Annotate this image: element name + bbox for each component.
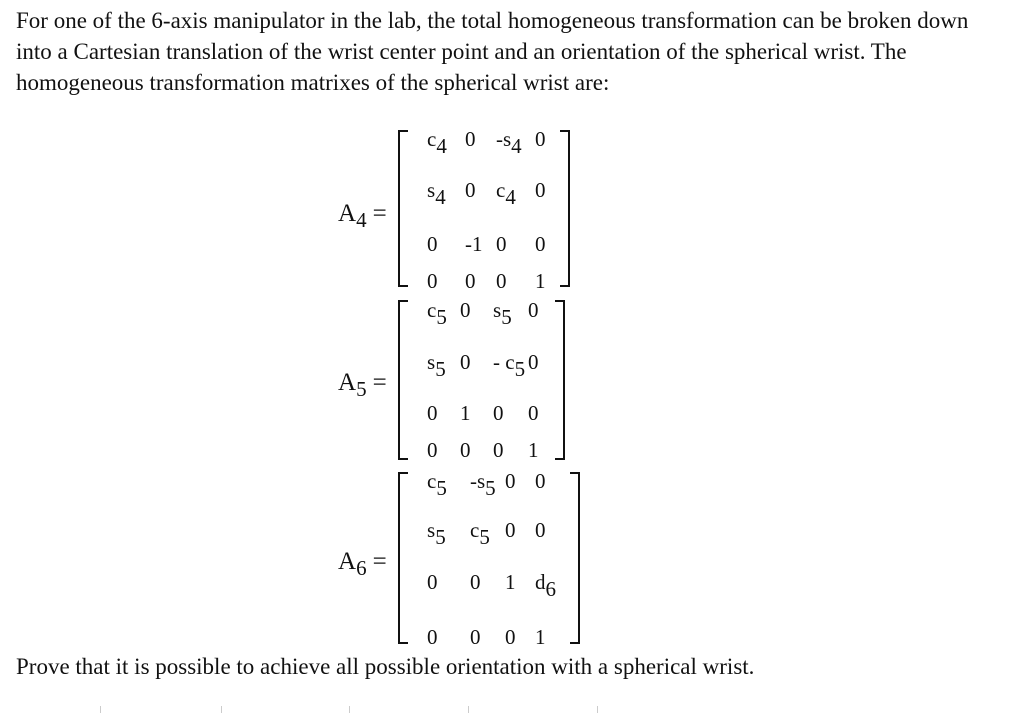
matrix-entry-subscript: 5 [436, 476, 447, 500]
matrix-entry-symbol: 1 [460, 401, 471, 425]
matrix-entry-symbol: 1 [535, 269, 546, 293]
matrix-entry-subscript: 4 [435, 185, 446, 209]
matrix-left-bracket [398, 472, 408, 644]
matrix-entry-symbol: 0 [460, 298, 471, 322]
matrix-entry [427, 438, 438, 462]
matrix-entry [427, 518, 446, 549]
matrix-label [338, 547, 387, 580]
matrix-entry-symbol: 0 [427, 401, 438, 425]
matrix-entry [460, 298, 471, 322]
matrix-entry [528, 298, 539, 322]
matrix-entry [505, 570, 516, 594]
matrix-entry [493, 298, 512, 329]
matrix-label [338, 368, 387, 401]
matrix-left-bracket [398, 300, 408, 460]
matrix-entry [427, 401, 438, 425]
matrix-entry [496, 178, 516, 209]
matrix-entry [460, 438, 471, 462]
matrix-entry [470, 469, 496, 500]
equals-sign: = [372, 369, 387, 396]
matrix-right-bracket [555, 300, 565, 460]
matrix-entry [493, 438, 504, 462]
matrix-entry-symbol: 0 [528, 401, 539, 425]
matrix-entry-symbol: 0 [535, 469, 546, 493]
matrix-entry [460, 401, 471, 425]
page-divider [597, 706, 598, 713]
matrix-entry [535, 469, 546, 493]
matrix-entry-symbol: 0 [535, 127, 546, 151]
matrix-entry [427, 625, 438, 649]
matrix-index: 6 [356, 556, 367, 580]
matrix-entry [470, 570, 481, 594]
matrix-entry [470, 518, 490, 549]
matrix-entry-symbol: 0 [427, 269, 438, 293]
matrix-entry [427, 232, 438, 256]
matrix-entry [470, 625, 481, 649]
matrix-entry [535, 570, 556, 601]
matrix-entry-symbol: 0 [427, 232, 438, 256]
matrix-entry [465, 127, 476, 151]
problem-closing-text: Prove that it is possible to achieve all possible orientation with a spherical wrist. [16, 654, 755, 679]
matrix-entry-symbol: c [427, 469, 437, 493]
matrix-entry-symbol: 0 [535, 518, 546, 542]
matrix-entry-symbol: 0 [528, 350, 539, 374]
matrix-entry-symbol: - c [493, 350, 515, 374]
matrix-name: A [338, 369, 357, 396]
matrix-entry-symbol: -1 [465, 232, 483, 256]
matrix-entry-subscript: 5 [435, 357, 446, 381]
matrix-entry [427, 127, 447, 158]
matrix-entry-symbol: 0 [535, 232, 546, 256]
matrix-entry [496, 127, 522, 158]
matrix-index: 5 [356, 377, 367, 401]
matrix-entry [465, 232, 483, 256]
matrix-entry [535, 232, 546, 256]
matrix-entry-subscript: 6 [545, 577, 556, 601]
matrix-entry-symbol: c [496, 178, 506, 202]
matrix-entry-symbol: c [427, 127, 437, 151]
matrix-entry-symbol: 0 [496, 232, 507, 256]
matrix-entry-subscript: 5 [501, 305, 512, 329]
matrix-entry-symbol: 0 [535, 178, 546, 202]
page-divider [349, 706, 350, 713]
matrix-entry-symbol: 0 [528, 298, 539, 322]
matrix-entry [496, 232, 507, 256]
matrix-entry [535, 127, 546, 151]
matrix-right-bracket [560, 130, 570, 287]
matrix-entry-subscript: 5 [435, 525, 446, 549]
matrix-entry-symbol: 1 [505, 570, 516, 594]
page-divider [221, 706, 222, 713]
matrix-entry-subscript: 5 [485, 476, 496, 500]
matrix-entry-symbol: d [535, 570, 546, 594]
matrix-entry [535, 269, 546, 293]
matrix-entry-symbol: 0 [470, 625, 481, 649]
equals-sign: = [372, 200, 387, 227]
matrix-entry [535, 518, 546, 542]
matrix-entry-subscript: 5 [479, 525, 490, 549]
matrix-entry [427, 469, 447, 500]
matrix-entry-symbol: s [427, 518, 436, 542]
matrix-entry [465, 178, 476, 202]
matrix-entry [528, 350, 539, 374]
page-divider [100, 706, 101, 713]
matrix-label [338, 199, 387, 232]
equals-sign: = [372, 548, 387, 575]
matrix-entry [535, 625, 546, 649]
problem-intro-text: For one of the 6-axis manipulator in the lab, the total homogeneous transformation can be broken down into a Cartesian translation of the wrist center point and an orientation of the spherical wrist. The homogeneous transformation matrixes of the spherical wrist are: [16, 8, 969, 95]
matrix-entry-symbol: 0 [460, 350, 471, 374]
matrix-name: A [338, 548, 357, 575]
matrix-entry-symbol: -s [470, 469, 486, 493]
matrix-entry [505, 518, 516, 542]
matrix-entry-symbol: 1 [528, 438, 539, 462]
matrix-entry-symbol: 0 [465, 127, 476, 151]
matrix-entry-symbol: s [493, 298, 502, 322]
matrix-entry-symbol: 0 [465, 178, 476, 202]
matrix-entry-symbol: s [427, 178, 436, 202]
matrix-name: A [338, 200, 357, 227]
matrix-entry-symbol: 0 [505, 625, 516, 649]
matrix-entry-symbol: s [427, 350, 436, 374]
matrix-entry-symbol: c [427, 298, 437, 322]
matrix-entry [528, 401, 539, 425]
matrix-entry [460, 350, 471, 374]
matrix-entry [528, 438, 539, 462]
matrix-entry-subscript: 4 [511, 134, 522, 158]
matrix-entry-symbol: c [470, 518, 480, 542]
matrix-entry-symbol: 0 [470, 570, 481, 594]
matrix-entry-subscript: 5 [436, 305, 447, 329]
matrix-entry-symbol: 0 [427, 570, 438, 594]
matrix-entry [493, 401, 504, 425]
matrix-entry-symbol: 0 [427, 438, 438, 462]
matrix-entry [505, 625, 516, 649]
matrix-entry [496, 269, 507, 293]
matrix-entry-subscript: 5 [514, 357, 526, 381]
matrix-entry-symbol: -s [496, 127, 512, 151]
matrix-entry-symbol: 0 [460, 438, 471, 462]
matrix-entry-symbol: 0 [493, 401, 504, 425]
matrix-entry-symbol: 0 [496, 269, 507, 293]
matrix-entry [505, 469, 516, 493]
matrix-entry-symbol: 1 [535, 625, 546, 649]
matrix-entry-subscript: 4 [436, 134, 447, 158]
matrix-index: 4 [356, 208, 367, 232]
matrix-entry-symbol: 0 [505, 518, 516, 542]
matrix-entry-symbol: 0 [505, 469, 516, 493]
matrix-entry [427, 570, 438, 594]
matrix-entry [465, 269, 476, 293]
matrix-entry [493, 350, 526, 381]
matrix-entry [427, 269, 438, 293]
matrix-entry-symbol: 0 [493, 438, 504, 462]
matrix-entry-subscript: 4 [505, 185, 516, 209]
matrix-entry-symbol: 0 [465, 269, 476, 293]
page-divider [468, 706, 469, 713]
matrix-entry [427, 298, 447, 329]
matrix-entry [427, 350, 446, 381]
matrix-entry [535, 178, 546, 202]
matrix-left-bracket [398, 130, 408, 287]
matrix-entry [427, 178, 446, 209]
matrix-entry-symbol: 0 [427, 625, 438, 649]
matrix-right-bracket [570, 472, 580, 644]
